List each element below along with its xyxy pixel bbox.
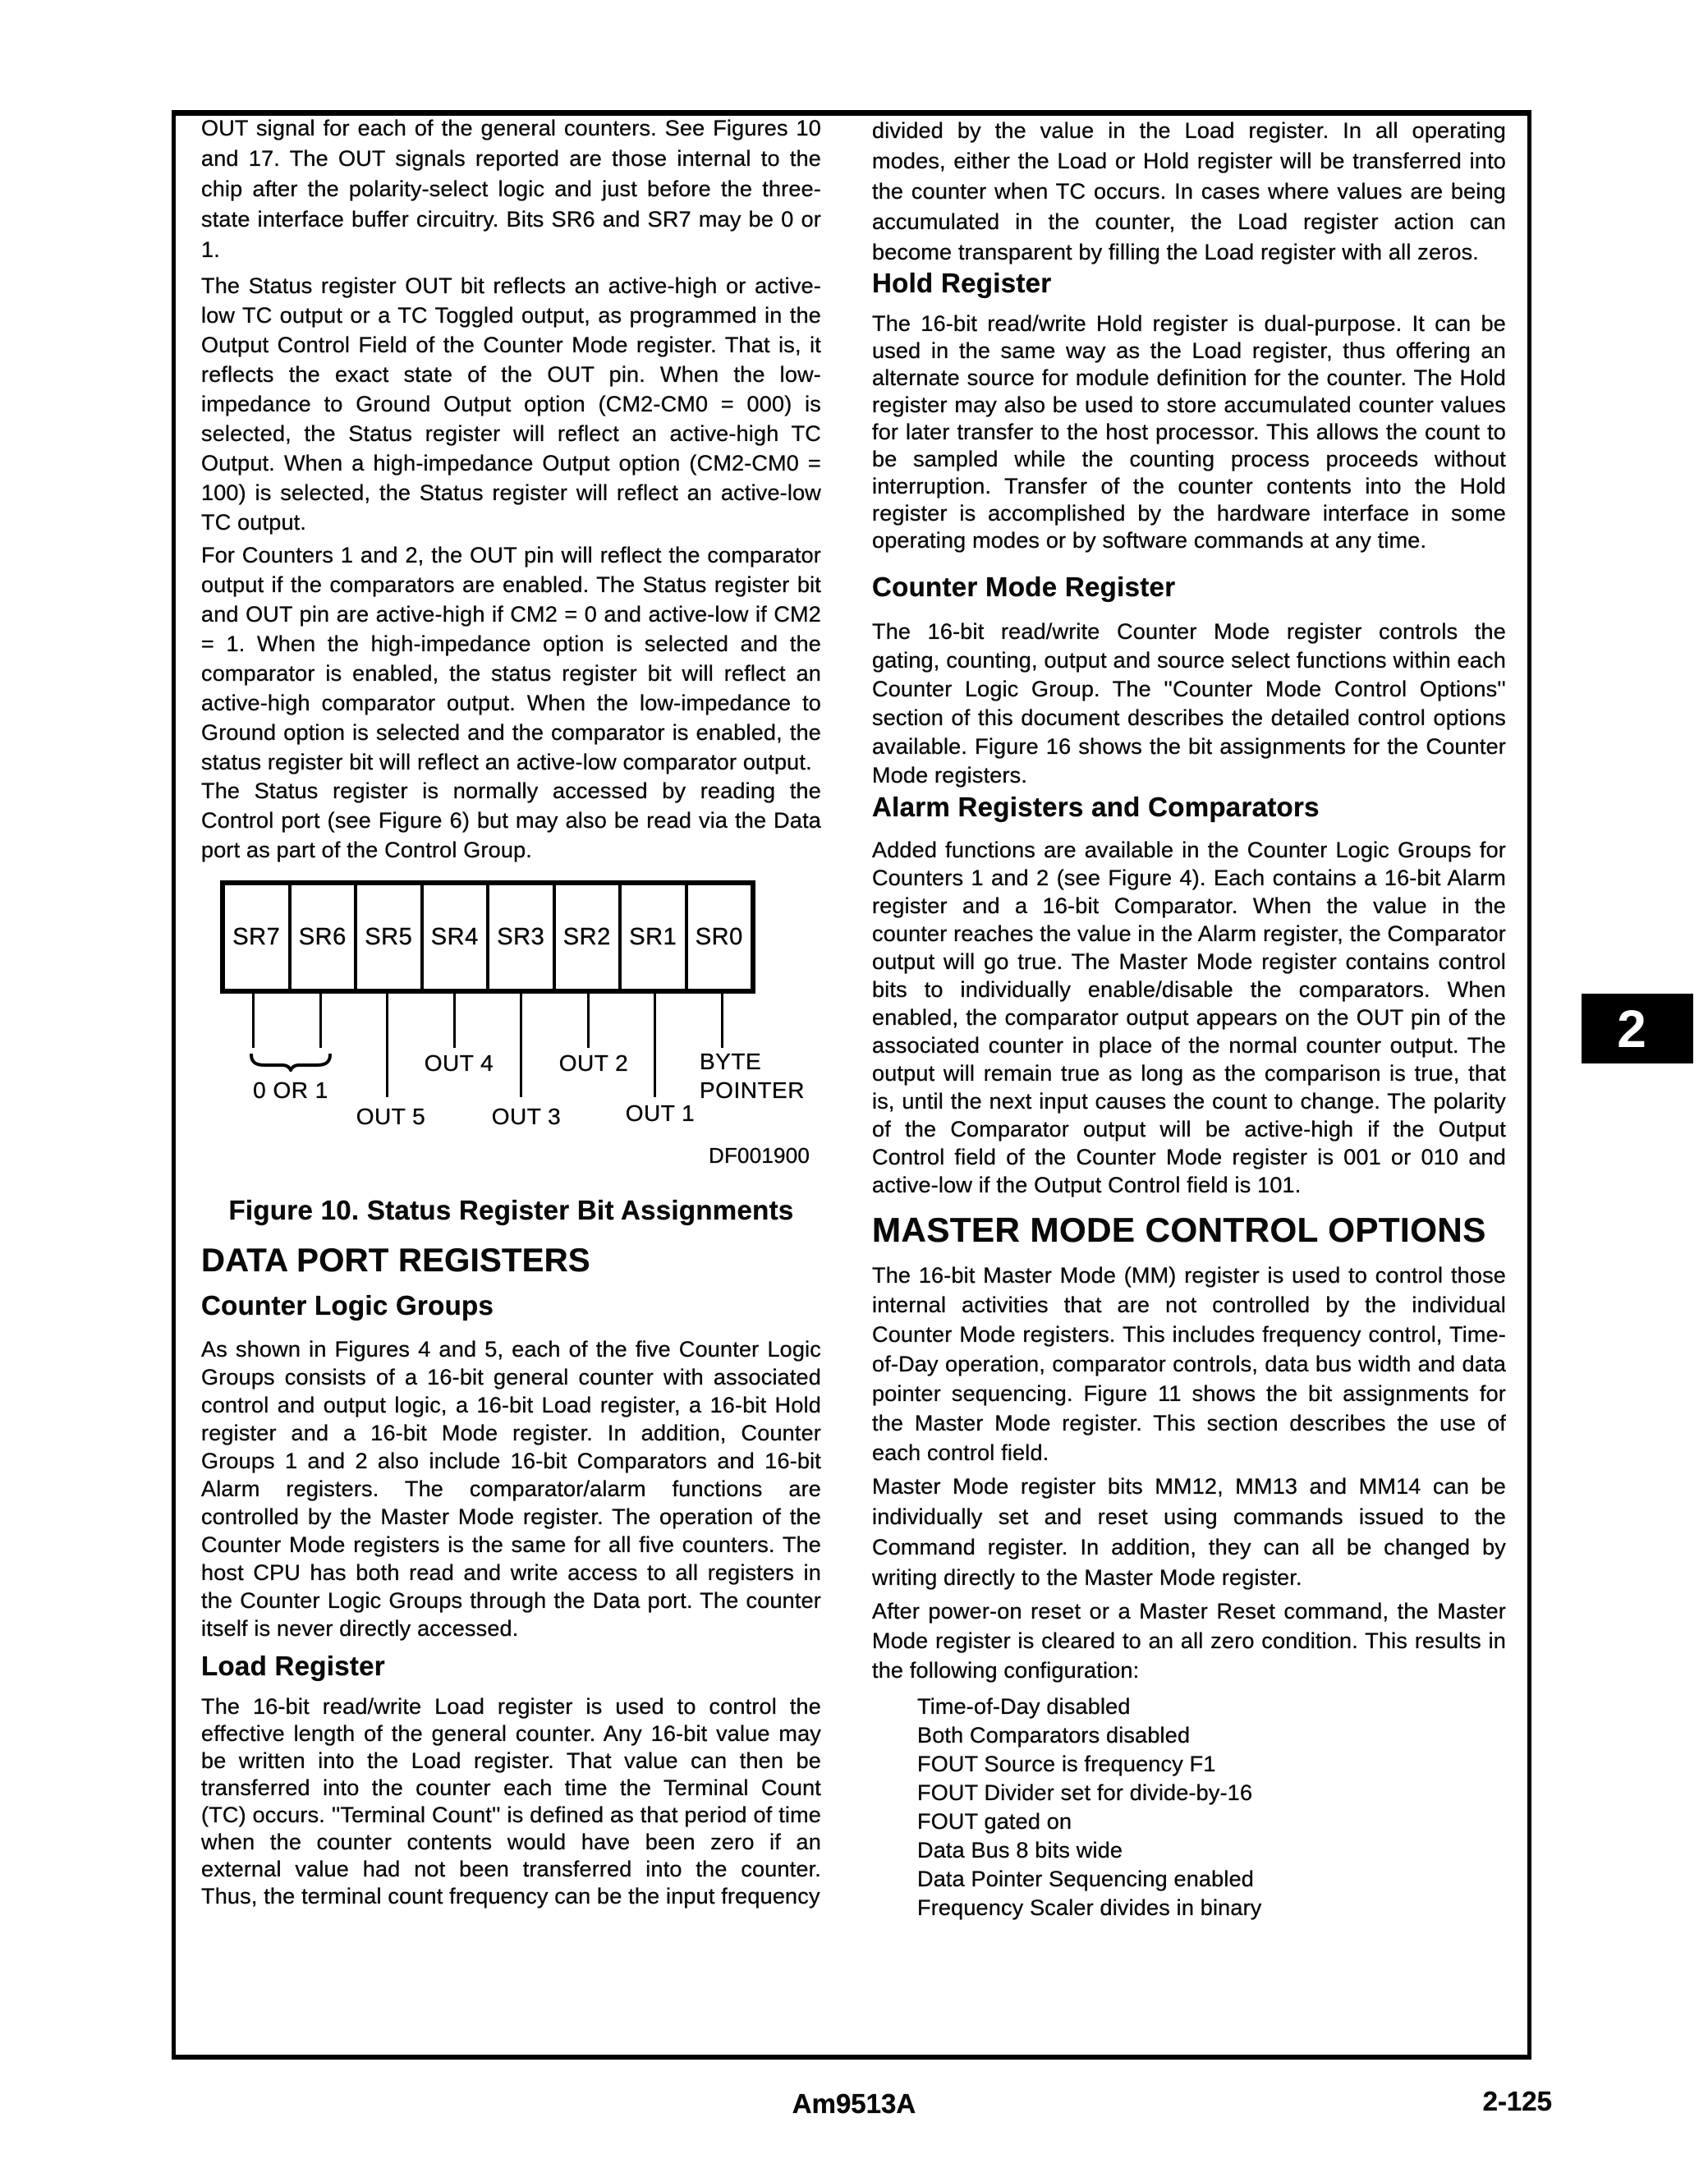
chapter-tab: 2: [1582, 994, 1693, 1063]
paragraph-counter-logic-groups: As shown in Figures 4 and 5, each of the five Counter Logic Groups consists of a 16-bit general counter with associated control and output logic, a 16-bit Load register, a 16-bit Hold register and a 16-bit Mode register. In addition, Counter Groups 1 and 2 also include 16-bit Comparators and 16-bit Alarm registers. The comparator/alarm functions are controlled by the Master Mode register. The operation of the Counter Mode registers is the same for all five counters. The host CPU has both read and write access to all registers in the Counter Logic Groups through the Data port. The counter itself is never directly accessed.: [201, 1337, 821, 1641]
config-item-freq-scaler: Frequency Scaler divides in binary: [917, 1895, 1262, 1920]
paragraph-counters-1-2: For Counters 1 and 2, the OUT pin will reflect the comparator output if the comparators are enabled. The Status register bit and OUT pin are active-high if CM2 = 0 and active-low if CM2 = 1. When the high-impedance option is selected and the comparator is enabled, the status register bit will reflect an active-high comparator output. When the low-impedance to Ground option is selected and the comparator is enabled, the status register bit will reflect an active-low comparator output.: [201, 543, 821, 774]
paragraph-master-mode-register: The 16-bit Master Mode (MM) register is used to control those internal activities that are not controlled by the individual Counter Mode registers. This includes frequency control, Time-of-Day operation, comparator controls, data bus width and data pointer sequencing. Figure 11 shows the bit assignments for the Master Mode register. This section describes the use of each control field.: [872, 1263, 1506, 1465]
paragraph-divided-by-load: divided by the value in the Load register. In all operating modes, either the Load or Hold register will be transferred into the counter when TC occurs. In cases where values are being accumulated in the counter, the Load register action can become transparent by filling the Load register with all zeros.: [872, 118, 1506, 264]
label-out3: OUT 3: [491, 1104, 562, 1129]
config-item-fout-gated: FOUT gated on: [917, 1809, 1072, 1834]
subsection-heading-load-register: Load Register: [201, 1651, 385, 1681]
subsection-heading-hold-register: Hold Register: [872, 268, 1052, 298]
register-cell-sr7: SR7: [225, 885, 292, 989]
paragraph-status-out-bit: The Status register OUT bit reflects an active-high or active-low TC output or a TC Toggled output, as programmed in the Output Control Field of the Counter Mode register. That is, it reflects the exact state of the OUT pin. When the low-impedance to Ground Output option (CM2-CM0 = 000) is selected, the Status register will reflect an active-high TC Output. When a high-impedance Output option (CM2-CM0 = 100) is selected, the Status register will reflect an active-low TC output.: [201, 273, 821, 535]
label-out1: OUT 1: [625, 1100, 696, 1126]
label-out2: OUT 2: [558, 1050, 629, 1076]
footer-part-number: Am9513A: [792, 2088, 916, 2119]
config-item-fout-source: FOUT Source is frequency F1: [917, 1752, 1216, 1776]
label-pointer: POINTER: [700, 1077, 805, 1103]
bit-line-sr1: [654, 994, 656, 1097]
label-out4: OUT 4: [424, 1050, 494, 1076]
underbrace-icon: [249, 1054, 333, 1072]
config-item-tod: Time-of-Day disabled: [917, 1694, 1131, 1719]
register-cell-sr1: SR1: [622, 885, 688, 989]
paragraph-mm-bits: Master Mode register bits MM12, MM13 and MM14 can be individually set and reset using commands issued to the Command register. In addition, they can all be changed by writing directly to the Master Mode register.: [872, 1474, 1506, 1590]
paragraph-out-signal: OUT signal for each of the general counters. See Figures 10 and 17. The OUT signals reported are those internal to the chip after the polarity-select logic and just before the three-state interface buffer circuitry. Bits SR6 and SR7 may be 0 or 1.: [201, 116, 821, 262]
bit-line-sr0: [721, 994, 723, 1048]
paragraph-power-on-reset: After power-on reset or a Master Reset command, the Master Mode register is cleared to an all zero condition. This results in the following configuration:: [872, 1599, 1506, 1683]
default-configuration-list: [917, 1693, 1492, 1922]
figure-status-register-bits: [220, 880, 810, 1225]
figure-caption: Figure 10. Status Register Bit Assignments: [228, 1195, 794, 1225]
bit-line-sr5: [386, 994, 388, 1097]
section-heading-data-port-registers: DATA PORT REGISTERS: [201, 1242, 590, 1279]
status-register-box: [220, 880, 755, 994]
config-item-data-pointer: Data Pointer Sequencing enabled: [917, 1867, 1255, 1891]
paragraph-alarm-registers: Added functions are available in the Counter Logic Groups for Counters 1 and 2 (see Figure 4). Each contains a 16-bit Alarm register and a 16-bit Comparator. When the value in the counter reaches the value in the Alarm register, the Comparator output will go true. The Master Mode register contains control bits to individually enable/disable the comparators. When enabled, the comparator output appears on the OUT pin of the associated counter in place of the normal counter output. The output will remain true as long as the comparison is true, that is, until the next input causes the count to change. The polarity of the Comparator output will be active-high if the Output Control field of the Counter Mode register is 001 or 010 and active-low if the Output Control field is 101.: [872, 838, 1507, 1197]
bit-line-sr3: [520, 994, 522, 1097]
config-item-comparators: Both Comparators disabled: [917, 1723, 1191, 1748]
subsection-heading-counter-mode-register: Counter Mode Register: [872, 572, 1176, 602]
label-byte: BYTE: [700, 1049, 762, 1074]
register-cell-sr4: SR4: [424, 885, 490, 989]
label-out5: OUT 5: [356, 1104, 426, 1129]
subsection-heading-counter-logic-groups: Counter Logic Groups: [201, 1290, 494, 1321]
bit-line-sr2: [587, 994, 590, 1048]
paragraph-hold-register: The 16-bit read/write Hold register is dual-purpose. It can be used in the same way as the Load register, thus offering an alternate source for module definition for the counter. The Hold register may also be used to store accumulated counter values for later transfer to the host processor. This allows the count to be sampled while the counting process proceeds without interruption. Transfer of the counter contents into the Hold register is accomplished by the hardware interface in some operating modes or by software commands at any time.: [872, 311, 1506, 553]
paragraph-counter-mode-register: The 16-bit read/write Counter Mode register controls the gating, counting, output and source select functions within each Counter Logic Group. The ''Counter Mode Control Options'' section of this document describes the detailed control options available. Figure 16 shows the bit assignments for the Counter Mode registers.: [872, 619, 1506, 788]
bit-line-sr6: [319, 994, 322, 1048]
figure-drawing-code: DF001900: [709, 1143, 810, 1168]
bit-line-sr4: [453, 994, 456, 1048]
config-item-fout-divider: FOUT Divider set for divide-by-16: [917, 1780, 1253, 1805]
register-cell-sr0: SR0: [695, 923, 743, 950]
register-cell-sr2: SR2: [556, 885, 622, 989]
bit-line-sr7: [252, 994, 255, 1048]
register-cell-sr5: SR5: [357, 885, 424, 989]
paragraph-load-register: The 16-bit read/write Load register is used to control the effective length of the general counter. Any 16-bit value may be written into the Load register. That value can then be transferred into the counter each time the Terminal Count (TC) occurs. ''Terminal Count'' is defined as that period of time when the counter contents would have been zero if an external value had not been transferred into the counter. Thus, the terminal count frequency can be the input frequency: [201, 1694, 821, 1908]
paragraph-status-access: The Status register is normally accessed by reading the Control port (see Figure 6) but may also be read via the Data port as part of the Control Group.: [201, 779, 821, 862]
register-cell-sr3: SR3: [489, 885, 556, 989]
section-heading-master-mode-control: MASTER MODE CONTROL OPTIONS: [872, 1210, 1486, 1249]
register-cell-sr6: SR6: [292, 885, 358, 989]
config-item-data-bus: Data Bus 8 bits wide: [917, 1838, 1123, 1863]
label-0-or-1: 0 OR 1: [253, 1077, 328, 1103]
footer-page-number: 2-125: [1482, 2086, 1552, 2116]
subsection-heading-alarm-registers: Alarm Registers and Comparators: [872, 792, 1320, 822]
